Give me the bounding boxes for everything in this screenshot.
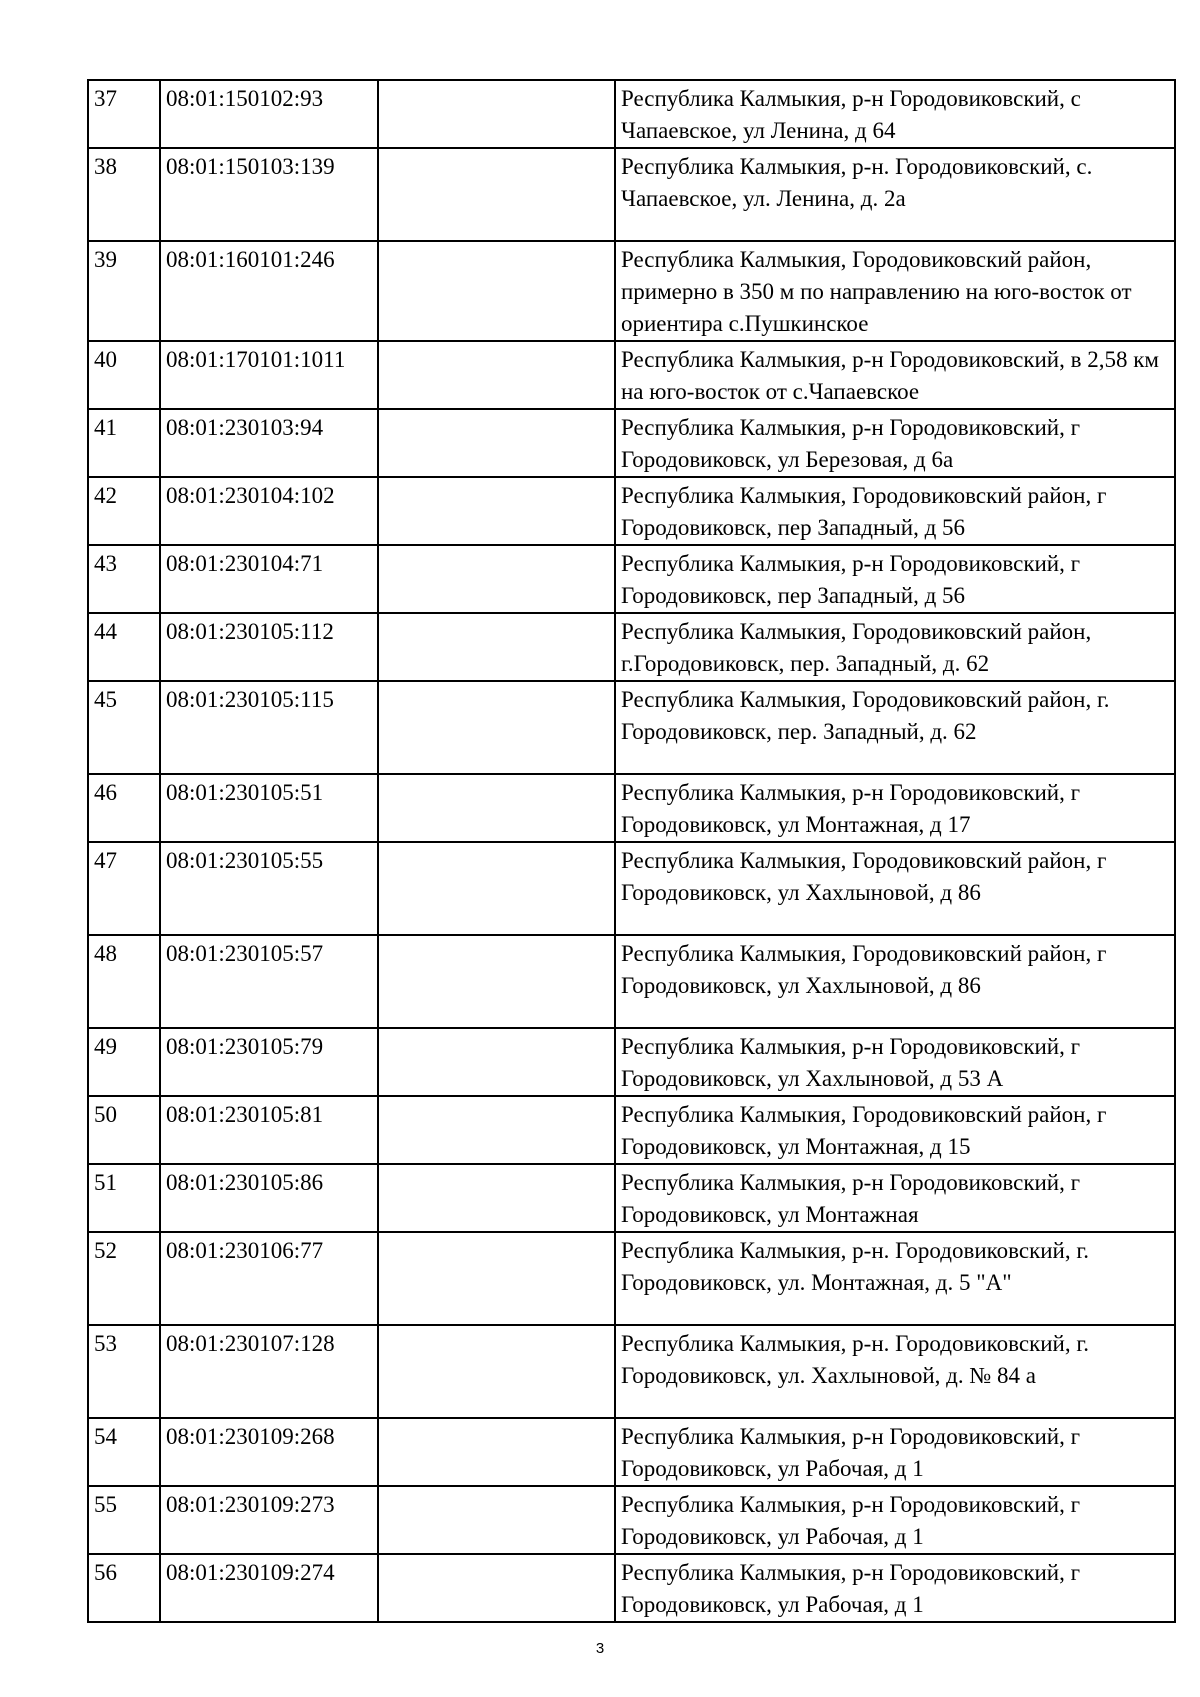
cadastral-number: 08:01:230104:71: [160, 545, 378, 613]
cadastral-number: 08:01:230107:128: [160, 1325, 378, 1418]
table-row: [88, 774, 1175, 842]
empty-cell: [378, 241, 615, 341]
row-number: 51: [88, 1164, 160, 1232]
row-number: 37: [88, 80, 160, 148]
address: Республика Калмыкия, р-н Городовиковский, с Чапаевское, ул Ленина, д 64: [615, 80, 1175, 148]
cadastral-number: 08:01:230106:77: [160, 1232, 378, 1325]
page-number: 3: [595, 1640, 605, 1657]
row-number: 49: [88, 1028, 160, 1096]
table-row: [88, 341, 1175, 409]
table-row: [88, 1486, 1175, 1554]
cadastral-number: 08:01:230109:273: [160, 1486, 378, 1554]
address: Республика Калмыкия, р-н. Городовиковский, г. Городовиковск, ул. Монтажная, д. 5 "А": [615, 1232, 1175, 1325]
cadastral-number: 08:01:160101:246: [160, 241, 378, 341]
table-row: [88, 935, 1175, 1028]
table-row: [88, 1164, 1175, 1232]
table-row: [88, 148, 1175, 241]
cadastral-number: 08:01:230105:55: [160, 842, 378, 935]
row-number: 53: [88, 1325, 160, 1418]
address: Республика Калмыкия, р-н Городовиковский, г Городовиковск, ул Рабочая, д 1: [615, 1418, 1175, 1486]
table-row: [88, 1028, 1175, 1096]
address: Республика Калмыкия, Городовиковский район, примерно в 350 м по направлению на юго-восток от ориентира с.Пушкинское: [615, 241, 1175, 341]
cadastral-number: 08:01:230104:102: [160, 477, 378, 545]
empty-cell: [378, 1232, 615, 1325]
table-row: [88, 1232, 1175, 1325]
empty-cell: [378, 477, 615, 545]
empty-cell: [378, 1486, 615, 1554]
row-number: 45: [88, 681, 160, 774]
table-row: [88, 80, 1175, 148]
table-row: [88, 1418, 1175, 1486]
row-number: 39: [88, 241, 160, 341]
address: Республика Калмыкия, Городовиковский район, г Городовиковск, ул Хахлыновой, д 86: [615, 935, 1175, 1028]
cadastral-number: 08:01:170101:1011: [160, 341, 378, 409]
address: Республика Калмыкия, Городовиковский район, г.Городовиковск, пер. Западный, д. 62: [615, 613, 1175, 681]
address: Республика Калмыкия, р-н Городовиковский, г Городовиковск, ул Рабочая, д 1: [615, 1486, 1175, 1554]
cadastral-number: 08:01:230105:51: [160, 774, 378, 842]
cadastral-number: 08:01:230105:81: [160, 1096, 378, 1164]
property-table: [87, 79, 1176, 1623]
address: Республика Калмыкия, р-н. Городовиковский, с. Чапаевское, ул. Ленина, д. 2а: [615, 148, 1175, 241]
address: Республика Калмыкия, р-н. Городовиковский, г. Городовиковск, ул. Хахлыновой, д. № 84 а: [615, 1325, 1175, 1418]
empty-cell: [378, 1418, 615, 1486]
empty-cell: [378, 341, 615, 409]
cadastral-number: 08:01:230105:112: [160, 613, 378, 681]
cadastral-number: 08:01:230105:57: [160, 935, 378, 1028]
row-number: 46: [88, 774, 160, 842]
address: Республика Калмыкия, р-н Городовиковский, г Городовиковск, ул Монтажная, д 17: [615, 774, 1175, 842]
empty-cell: [378, 842, 615, 935]
empty-cell: [378, 1164, 615, 1232]
address: Республика Калмыкия, Городовиковский район, г Городовиковск, ул Монтажная, д 15: [615, 1096, 1175, 1164]
table-row: [88, 613, 1175, 681]
empty-cell: [378, 80, 615, 148]
empty-cell: [378, 1028, 615, 1096]
row-number: 52: [88, 1232, 160, 1325]
row-number: 44: [88, 613, 160, 681]
table-row: [88, 1325, 1175, 1418]
row-number: 38: [88, 148, 160, 241]
row-number: 48: [88, 935, 160, 1028]
row-number: 41: [88, 409, 160, 477]
empty-cell: [378, 1554, 615, 1622]
cadastral-number: 08:01:150102:93: [160, 80, 378, 148]
row-number: 47: [88, 842, 160, 935]
table-row: [88, 842, 1175, 935]
empty-cell: [378, 935, 615, 1028]
cadastral-number: 08:01:230105:86: [160, 1164, 378, 1232]
address: Республика Калмыкия, р-н Городовиковский, в 2,58 км на юго-восток от с.Чапаевское: [615, 341, 1175, 409]
empty-cell: [378, 148, 615, 241]
row-number: 40: [88, 341, 160, 409]
address: Республика Калмыкия, р-н Городовиковский, г Городовиковск, ул Хахлыновой, д 53 А: [615, 1028, 1175, 1096]
empty-cell: [378, 774, 615, 842]
table-row: [88, 241, 1175, 341]
table-row: [88, 681, 1175, 774]
address: Республика Калмыкия, Городовиковский район, г. Городовиковск, пер. Западный, д. 62: [615, 681, 1175, 774]
empty-cell: [378, 1096, 615, 1164]
address: Республика Калмыкия, Городовиковский район, г Городовиковск, ул Хахлыновой, д 86: [615, 842, 1175, 935]
row-number: 50: [88, 1096, 160, 1164]
address: Республика Калмыкия, р-н Городовиковский, г Городовиковск, ул Березовая, д 6а: [615, 409, 1175, 477]
address: Республика Калмыкия, Городовиковский район, г Городовиковск, пер Западный, д 56: [615, 477, 1175, 545]
empty-cell: [378, 545, 615, 613]
empty-cell: [378, 1325, 615, 1418]
row-number: 43: [88, 545, 160, 613]
cadastral-number: 08:01:230105:115: [160, 681, 378, 774]
address: Республика Калмыкия, р-н Городовиковский, г Городовиковск, пер Западный, д 56: [615, 545, 1175, 613]
empty-cell: [378, 681, 615, 774]
empty-cell: [378, 613, 615, 681]
row-number: 54: [88, 1418, 160, 1486]
cadastral-number: 08:01:230103:94: [160, 409, 378, 477]
cadastral-number: 08:01:230105:79: [160, 1028, 378, 1096]
cadastral-number: 08:01:230109:274: [160, 1554, 378, 1622]
empty-cell: [378, 409, 615, 477]
cadastral-number: 08:01:150103:139: [160, 148, 378, 241]
table-row: [88, 1554, 1175, 1622]
row-number: 55: [88, 1486, 160, 1554]
table-row: [88, 477, 1175, 545]
row-number: 56: [88, 1554, 160, 1622]
row-number: 42: [88, 477, 160, 545]
cadastral-number: 08:01:230109:268: [160, 1418, 378, 1486]
table-row: [88, 409, 1175, 477]
address: Республика Калмыкия, р-н Городовиковский, г Городовиковск, ул Монтажная: [615, 1164, 1175, 1232]
table-row: [88, 545, 1175, 613]
table-row: [88, 1096, 1175, 1164]
address: Республика Калмыкия, р-н Городовиковский, г Городовиковск, ул Рабочая, д 1: [615, 1554, 1175, 1622]
